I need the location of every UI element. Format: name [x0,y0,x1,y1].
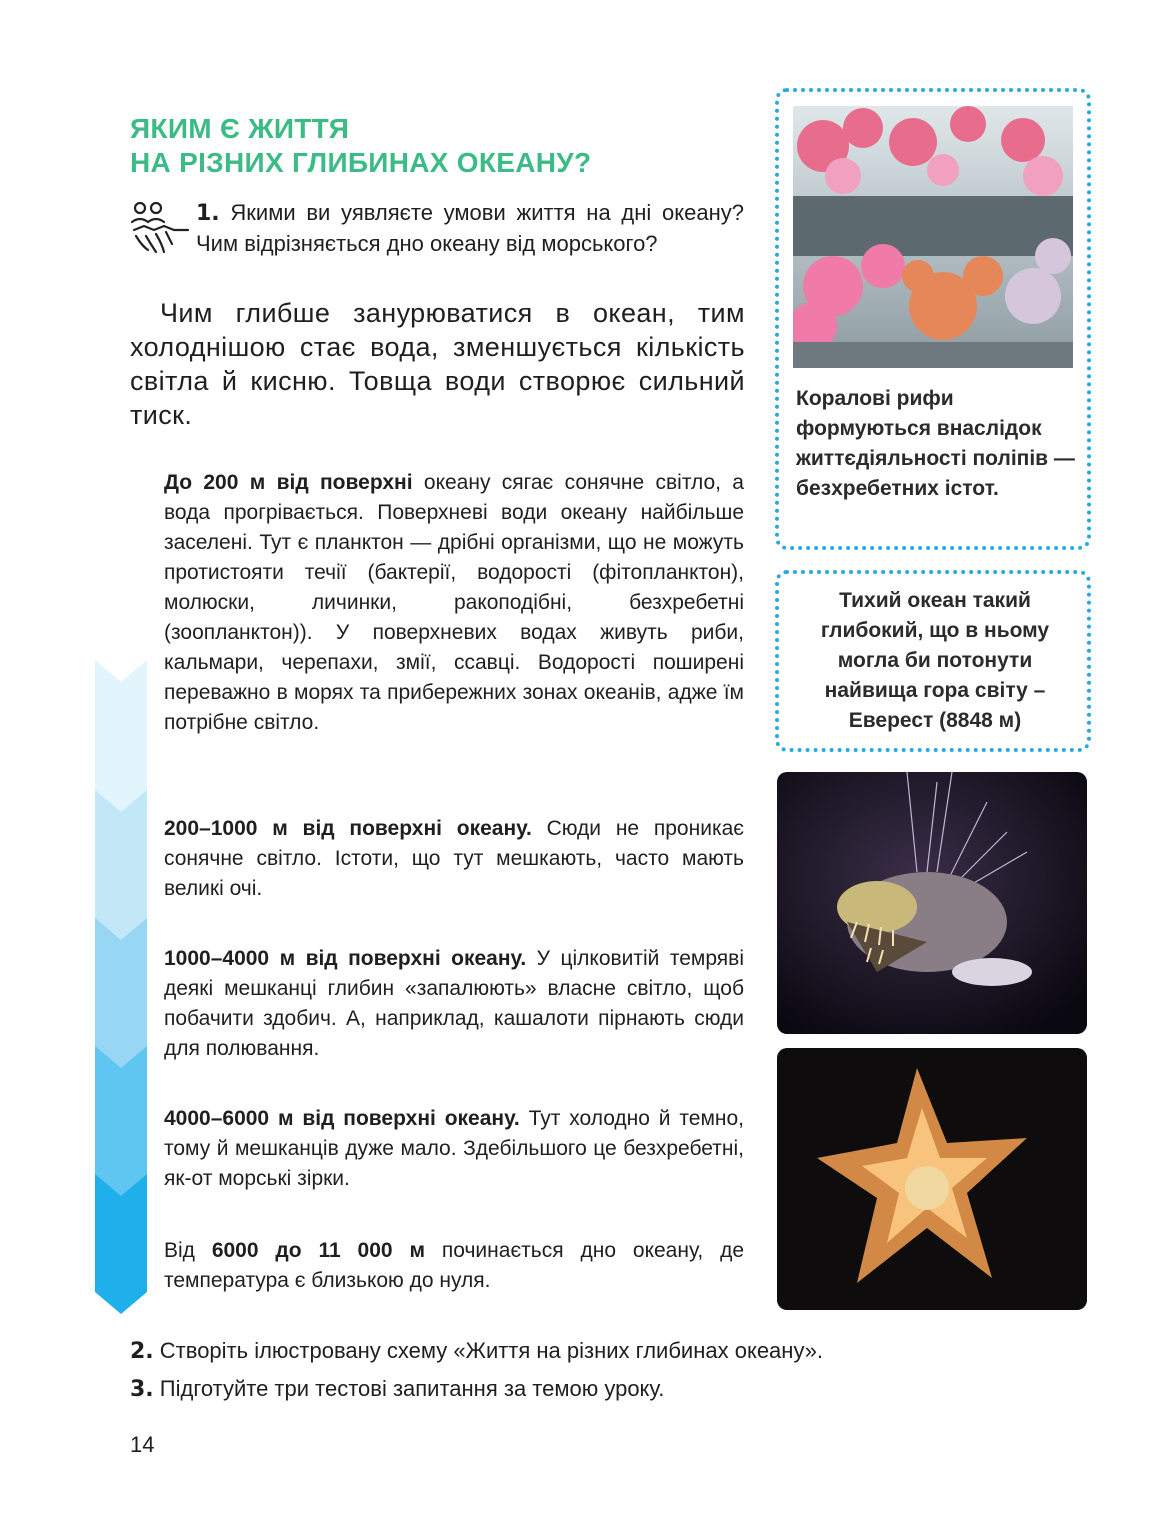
anglerfish-photo [777,772,1087,1034]
page-title [130,112,750,180]
zone-5-heading: 6000 до 11 000 м [211,1239,426,1262]
task-2-number: 2. [130,1339,154,1364]
title-line-1: ЯКИМ Є ЖИТТЯ [130,113,350,144]
title-line-2: НА РІЗНИХ ГЛИБИНАХ ОКЕАНУ? [130,147,592,178]
zone-4-heading: 4000–6000 м від поверхні океану. [164,1107,520,1130]
task-3-text: Підготуйте три тестові запитання за темою уроку. [159,1376,665,1401]
zone-2-text: Сюди не проникає сонячне світло. Істоти, що тут мешкають, часто мають великі очі. [164,817,744,900]
task-1 [196,198,744,259]
task-2-text: Створіть ілюстровану схему «Життя на різних глибинах океану». [159,1338,824,1363]
task-1-number: 1. [196,201,220,226]
zone-1000-4000 [164,944,744,1064]
zone-3-text: У цілковитій темряві деякі мешканці глибин «запалюють» власне світло, щоб побачити здобич. А, наприклад, кашалоти пірнають сюди для полювання. [164,947,744,1060]
task-1-text: Якими ви уявляєте умови життя на дні океану? Чим відрізняється дно океану від морського? [196,200,744,256]
zone-200-1000 [164,814,744,904]
coral-reef-photo [793,106,1073,368]
coral-caption: Коралові рифи формуються внаслідок життєдіяльності поліпів — безхребетних істот. [796,387,1075,500]
zone-4000-6000 [164,1104,744,1194]
zone-0-200 [164,468,744,738]
zone-5-text: починається дно океану, де температура є близькою до нуля. [164,1239,744,1292]
task-2 [130,1336,950,1367]
zone-1-heading: До 200 м від поверхні [164,471,413,494]
task-3-number: 3. [130,1377,154,1402]
starfish-photo [777,1048,1087,1310]
page-number: 14 [130,1432,155,1457]
depth-arrows [95,660,147,1320]
intro-paragraph: Чим глибше занурюватися в океан, тим холоднішою стає вода, зменшується кількість світла й кисню. Товща води створює сильний тиск. [130,298,745,430]
task-3 [130,1374,950,1405]
pacific-note: Тихий океан такий глибокий, що в ньому могла би потонути найвища гора світу – Еверест (8848 м) [820,589,1050,732]
zone-2-heading: 200–1000 м від поверхні океану. [164,817,532,840]
zone-5-prefix: Від [164,1239,212,1262]
zone-1-text: океану сягає сонячне світло, а вода прогрівається. Поверхневі води океану найбільше заселені. Тут є планктон — дрібні організми, що не можуть протистояти течії (бактерії, водорості (фітопланктон), молюски, личинки, ракоподібні, безхребетні (зоопланктон)). У поверхневих водах живуть риби, кальмари, черепахи, змії, ссавці. Водорості поширені переважно в морях та прибережних зонах океанів, адже їм потрібне світло. [164,471,744,734]
zone-6000-11000 [164,1236,744,1296]
group-work-icon [130,200,192,258]
zone-3-heading: 1000–4000 м від поверхні океану. [164,947,527,970]
zone-4-text: Тут холодно й темно, тому й мешканців дуже мало. Здебільшого це безхребетні, як-от морські зірки. [164,1107,744,1190]
